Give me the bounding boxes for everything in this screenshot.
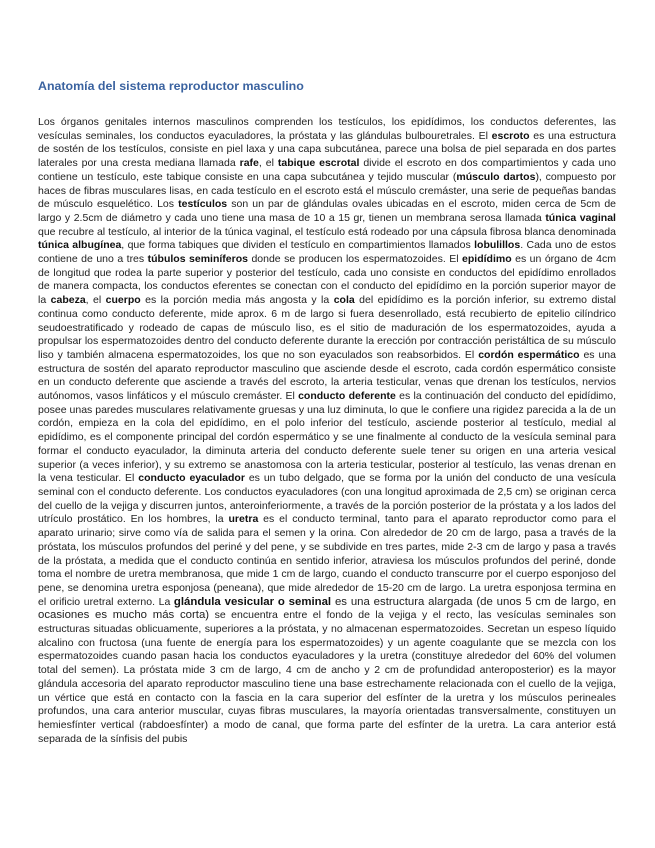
text-run: es un órgano de 4cm de longitud que rodea la parte superior y posterior del testículo, cada uno consiste en conductos del epidídimo enrollados de manera compacta, los conductos eferentes se conectan con el conducto del epidídimo en la porción superior mayor de la [38,253,616,307]
text-run: es la porción media más angosta y la [140,294,334,307]
key-term: túnica vaginal [545,211,616,224]
text-run: son un par de glándulas ovales ubicadas en el escroto, miden cerca de 5cm de largo y 2.5cm de diámetro y cada uno tiene una masa de 10 a 15 gr, tienen un membrana serosa llamada [38,198,616,224]
key-term: escroto [491,129,530,142]
text-run: Los órganos genitales internos masculinos comprenden los testículos, los epidídimos, los conductos deferentes, las vesículas seminales, los conductos eyaculadores, la próstata y las glándulas bulbouretrales. El [38,116,616,142]
key-term: glándula vesicular o seminal [173,595,332,608]
key-term: conducto eyaculador [138,472,245,485]
text-run: es una estructura alargada (de unos 5 cm de largo, [331,595,604,608]
key-term: cordón espermático [478,348,580,361]
text-run: del epidídimo es la porción inferior, su extremo distal continua como conducto deferente, mide aprox. 6 m de largo si fuera desenrollado, está recubierto de epitelio cilíndrico seudoestratificado y rodeado de capas de músculo liso, es el sitio de maduración de los espermatozoides, ayuda a propulsar los espermatozoides dentro del conducto deferente durante la erección por contracción peristáltica de su músculo liso y también almacena espermatozoides, los que no son eyaculados son reabsorbidos. El [38,294,616,361]
text-run: se encuentra entre el fondo de la vejiga y el recto, las vesículas seminales son estructuras situadas oblicuamente, superiores a la próstata, y no almacenan espermatozoides. Secretan un espeso líquido alcalino con fructosa (una fuente de energía para los espermatozoides) y un agente coagulante que se mezcla con los espermatozoides cuando pasan hacia los conductos eyaculadores y la uretra (constituye alrededor del 60% del volumen total del semen). La próstata mide 3 cm de largo, 4 cm de ancho y 2 cm de profundidad anteroposterior) es la mayor glándula accesoria del aparato reproductor masculino tiene una base estrechamente relacionada con el cuello de la vejiga, un vértice que está en contacto con la fascia en la cara superior del esfínter de la uretra y los músculos perineales profundos, una cara anterior muscular, cuyas fibras musculares, la mayoría orientadas transversalmente, constituyen un hemiesfínter vertical (rabdoesfínter) a modo de canal, que forma parte del esfínter de la uretra. La cara anterior está separada de la sínfisis del pubis [38,609,616,745]
text-run: , el [258,157,278,170]
text-run: , que forma tabiques que dividen el testículo en compartimientos llamados [121,239,475,252]
key-term: epidídimo [462,253,512,266]
body-paragraph [38,116,616,746]
document-title: Anatomía del sistema reproductor masculino [38,79,304,93]
text-run: en ocasiones es mucho más corta) [38,595,616,622]
key-term: cabeza [50,294,86,307]
text-run: es el conducto terminal, tanto para el aparato reproductor como para el aparato urinario; sirve como vía de salida para el semen y la orina. Con alrededor de 20 cm de largo, pasa a través de la próstata, los músculos profundos del periné y del pene, y se subdivide en tres partes, mide 2-3 cm de largo y pasa a través de la próstata, a medida que el conducto continúa en sentido inferior, atraviesa los músculos profundos del periné, donde toma el nombre de uretra membranosa, que mide 1 cm de largo, cuando el conducto transcurre por el cuerpo esponjoso del pene, se denomina uretra esponjosa (peneana), que mide alrededor de 15-20 cm de largo. La uretra esponjosa termina en el orificio uretral externo. La [38,513,616,608]
text-run: es una estructura de sostén de los testículos, consiste en piel laxa y una capa subcutánea, parece una bolsa de piel separada en dos partes laterales por una cresta mediana llamada [38,129,616,170]
key-term: conducto deferente [298,390,396,403]
key-term: tabique escrotal [277,157,360,170]
text-run: , el [85,294,106,307]
key-term: rafe [239,157,259,170]
document-page [38,70,616,746]
key-term: lobulillos [474,239,521,252]
key-term: túnica albugínea [38,239,122,252]
text-run: es un tubo delgado, que se forma por la unión del conducto de una vesícula seminal con el conducto deferente. Los conductos eyaculadores (con una longitud aproximada de 2,5 cm) se originan cerca del cuello de la vejiga y discurren juntos, anteroinferiormente, a través de la porción posterior de la próstata y a los lados del utrículo prostático. En los hombres, la [38,472,616,526]
text-run: divide el escroto en dos compartimientos y cada uno contiene un testículo, este tabique consiste en una capa subcutánea y tejido muscular ( [38,157,617,183]
text-run: que recubre al testículo, al interior de la túnica vaginal, el testículo está rodeado por una cápsula fibrosa blanca denominada [38,225,616,238]
text-run: es una estructura de sostén del aparato reproductor masculino que asciende desde el escroto, cada cordón espermático consiste en un conducto deferente que asciende a través del escroto, la arteria testicular, venas que drenan los testículos, nervios autónomos, vasos linfáticos y el músculo cremáster. El [38,348,616,403]
key-term: cuerpo [105,294,141,307]
text-run: ), compuesto por haces de fibras musculares lisas, en cada testículo en el escroto está el músculo cremáster, una serie de pequeñas bandas de músculo esquelético. Los [38,170,616,211]
key-term: testículos [178,198,228,211]
key-term: uretra [228,513,259,526]
key-term: túbulos seminíferos [147,253,248,266]
text-run: es la continuación del conducto del epidídimo, posee unas paredes musculares relativamente gruesas y una luz diminuta, lo que le confiere una rigidez parecida a la de un cordón, empieza en la cola del epidídimo, en el polo inferior del testículo, asciende posterior al testículo, medial al epidídimo, es el componente principal del cordón espermático y se une finalmente al conducto de la vesícula seminal para formar el conducto eyaculador, la diminuta arteria del conducto deferente suele tener su origen en una arteria vesical superior (a veces inferior), y su extremo se anastomosa con la arteria testicular, posterior al testículo, las venas drenan en la vena testicular. El [38,390,616,485]
text-run: donde se producen los espermatozoides. El [247,253,463,266]
key-term: músculo dartos [456,170,536,183]
text-run: . Cada uno de estos contiene de uno a tres [38,239,616,266]
key-term: cola [333,294,355,307]
